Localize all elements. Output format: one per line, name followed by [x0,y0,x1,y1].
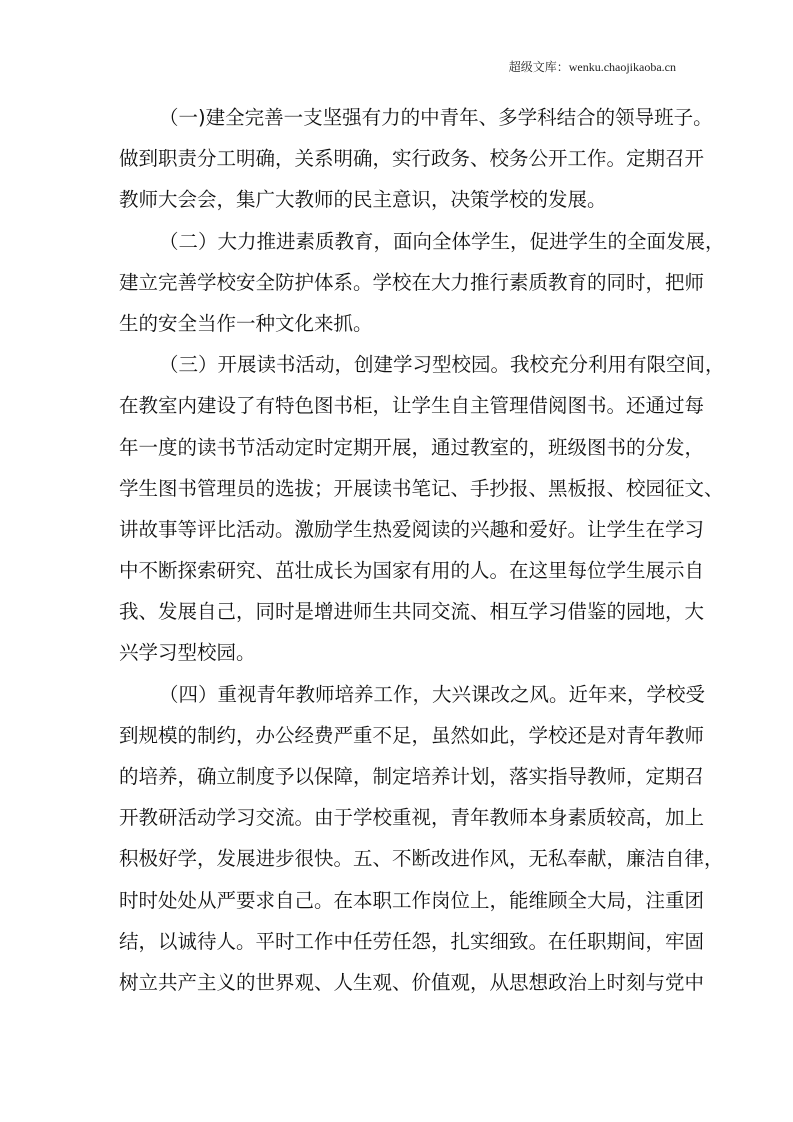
text-line: 我、发展自己，同时是增进师生共同交流、相互学习借鉴的园地，大 [119,600,705,624]
text-line: 讲故事等评比活动。激励学生热爱阅读的兴趣和爱好。让学生在学习 [119,517,705,541]
text-line: （四）重视青年教师培养工作，大兴课改之风。近年来，学校受 [159,682,706,706]
text-line: 的培养，确立制度予以保障，制定培养计划，落实指导教师，定期召 [119,765,705,788]
text-line: 结，以诚待人。平时工作中任劳任怨，扎实细致。在任职期间，牢固 [119,929,705,953]
text-line: 时时处处从严要求自己。在本职工作岗位上，能维顾全大局，注重团 [119,888,705,912]
text-line: 中不断探索研究、茁壮成长为国家有用的人。在这里每位学生展示自 [119,559,705,583]
text-line: 树立共产主义的世界观、人生观、价值观，从思想政治上时刻与党中 [119,970,705,994]
text-line: 在教室内建设了有特色图书柜，让学生自主管理借阅图书。还通过每 [119,394,705,418]
text-line: 积极好学，发展进步很快。五、不断改进作风，无私奉献，廉洁自律， [119,847,724,871]
text-line: （二）大力推进素质教育，面向全体学生，促进学生的全面发展， [159,229,725,253]
text-line: 做到职责分工明确，关系明确，实行政务、校务公开工作。定期召开 [119,147,705,171]
text-line: （一)建全完善一支坚强有力的中青年、多学科结合的领导班子。 [159,106,713,129]
paragraph [119,97,713,221]
text-line: 到规模的制约，办公经费严重不足，虽然如此，学校还是对青年教师 [119,723,705,747]
paragraph [119,221,725,345]
text-line: 年一度的读书节活动定时定期开展，通过教室的，班级图书的分发， [119,435,705,459]
text-line: （三）开展读书活动，创建学习型校园。我校充分利用有限空间， [159,353,725,377]
text-line: 建立完善学校安全防护体系。学校在大力推行素质教育的同时，把师 [119,270,705,294]
text-line: 生的安全当作一种文化来抓。 [119,311,373,335]
text-line: 兴学习型校园。 [119,641,256,665]
document-body [119,97,725,1003]
paragraph [119,674,724,1004]
page-header-source: 超级文库：wenku.chaojikaoba.cn [508,60,676,74]
paragraph [119,344,725,674]
text-line: 开教研活动学习交流。由于学校重视，青年教师本身素质较高，加上 [119,806,705,830]
text-line: 学生图书管理员的选拔；开展读书笔记、手抄报、黑板报、校园征文、 [119,476,724,500]
text-line: 教师大会会，集广大教师的民主意识，决策学校的发展。 [119,188,607,212]
